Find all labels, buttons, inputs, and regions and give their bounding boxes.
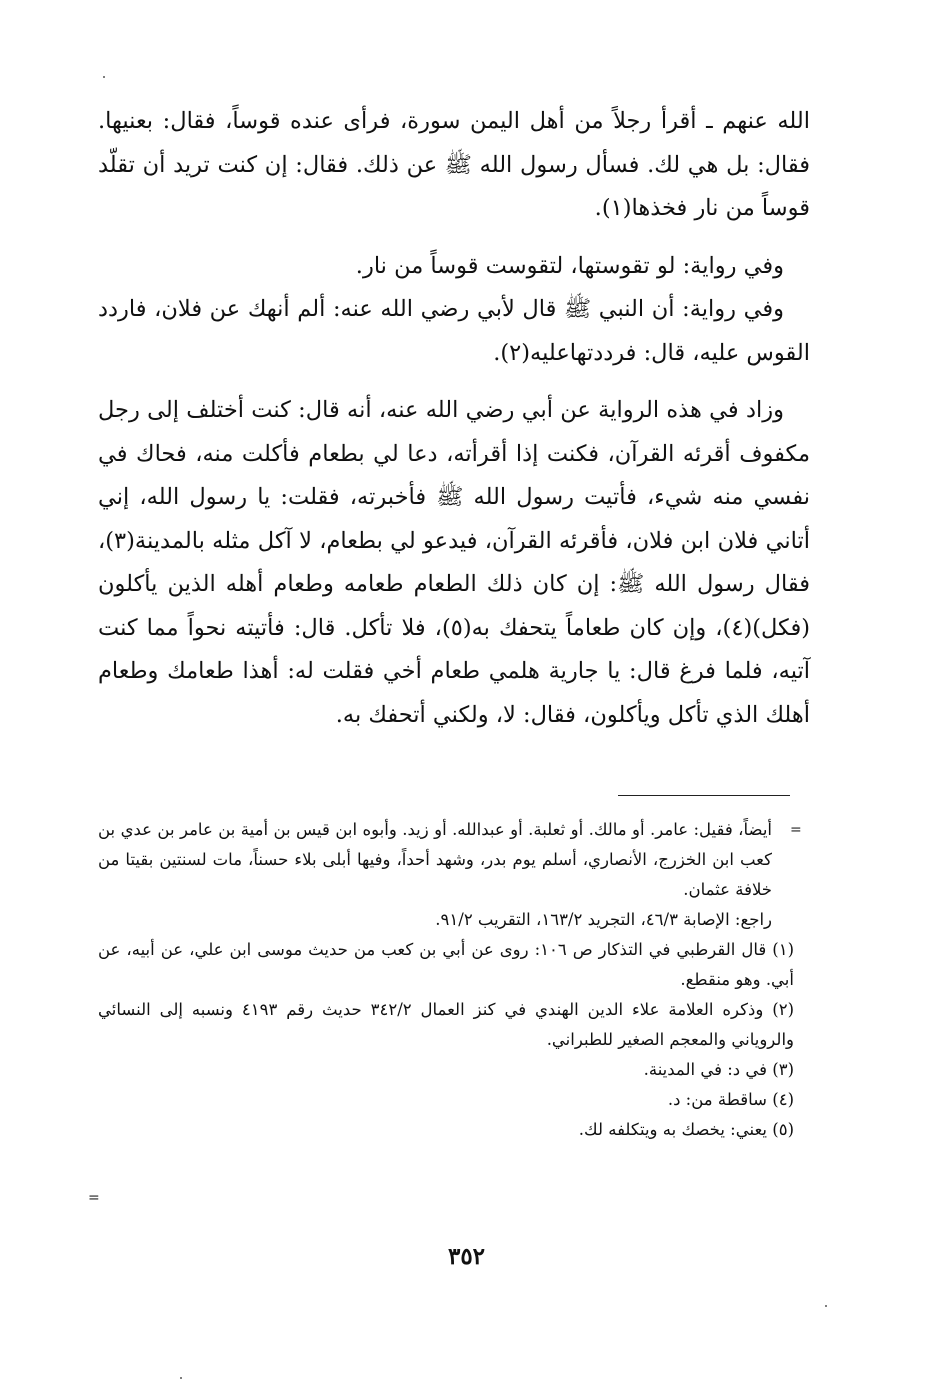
paragraph: وفي رواية: لو تقوستها، لتقوست قوساً من نار.	[355, 252, 784, 279]
footnote-end-mark: =	[88, 1190, 100, 1206]
footnotes	[98, 815, 794, 1145]
paragraph: الله عنهم ـ أقرأ رجلاً من أهل اليمن سورة، فرأى عنده قوساً، فقال: بعنيها. فقال: بل هي لك. فسأل رسول الله ﷺ عن ذلك. فقال: إن كنت تريد أن تقلّد قوساً من نار فخذها(١).	[98, 108, 810, 221]
footnote-4: (٤) ساقطة من: د.	[667, 1090, 794, 1109]
footnote-3: (٣) في د: في المدينة.	[643, 1060, 794, 1079]
scan-speck	[103, 76, 105, 78]
scan-speck	[825, 1305, 827, 1307]
paragraph: وفي رواية: أن النبي ﷺ قال لأبي رضي الله عنه: ألم أنهك عن فلان، فاردد القوس عليه، قال: فرددتهاعليه(٢).	[98, 296, 810, 366]
footnote-continuation-reference: راجع: الإصابة ٤٦/٣، التجريد ١٦٣/٢، التقريب ٩١/٢.	[435, 910, 772, 929]
footnote-5: (٥) يعني: يخصك به ويتكلفه لك.	[578, 1120, 794, 1139]
paragraph: وزاد في هذه الرواية عن أبي رضي الله عنه، أنه قال: كنت أختلف إلى رجل مكفوف أقرئه القرآن، فكنت إذا أقرأته، دعا لي بطعام فأكلت منه، فحاك في نفسي منه شيء، فأتيت رسول الله ﷺ فأخبرته، فقلت: يا رسول الله، إني أتاني فلان ابن فلان، فأقرئه القرآن، فيدعو لي بطعام، لا آكل مثله بالمدينة(٣)، فقال رسول الله ﷺ: إن كان ذلك الطعام طعامه وطعام أهله الذين يأكلون (فكل)(٤)، وإن كان طعاماً يتحفك به(٥)، فلا تأكل. قال: فأتيته نحواً مما كنت آتيه، فلما فرغ قال: يا جارية هلمي طعام أخي فقلت له: أهذا طعامك وطعام أهلك الذي تأكل ويأكلون، فقال: لا، ولكني أتحفك به.	[98, 397, 810, 728]
footnote-continuation: أيضاً، فقيل: عامر. أو مالك. أو ثعلبة. أو عبدالله. أو زيد. وأبوه ابن قيس بن أمية بن عامر بن عدي بن كعب ابن الخزرج، الأنصاري، أسلم يوم بدر، وشهد أحداً، وفيها أبلى بلاء حسناً، مات لسنتين بقيتا من خلافة عثمان.	[98, 820, 772, 899]
main-text	[98, 100, 810, 737]
page-number: ٣٥٢	[447, 1243, 486, 1270]
footnote-1: (١) قال القرطبي في التذكار ص ١٠٦: روى عن أبي بن كعب من حديث موسى ابن علي، عن أبيه، عن أبي. وهو منقطع.	[98, 940, 794, 989]
continuation-mark: =	[790, 822, 802, 838]
scan-speck	[180, 1377, 182, 1379]
footnote-2: (٢) وذكره العلامة علاء الدين الهندي في كنز العمال ٣٤٢/٢ حديث رقم ٤١٩٣ ونسبه إلى النسائي والروياني والمعجم الصغير للطبراني.	[98, 1000, 794, 1049]
footnote-separator	[618, 795, 790, 796]
